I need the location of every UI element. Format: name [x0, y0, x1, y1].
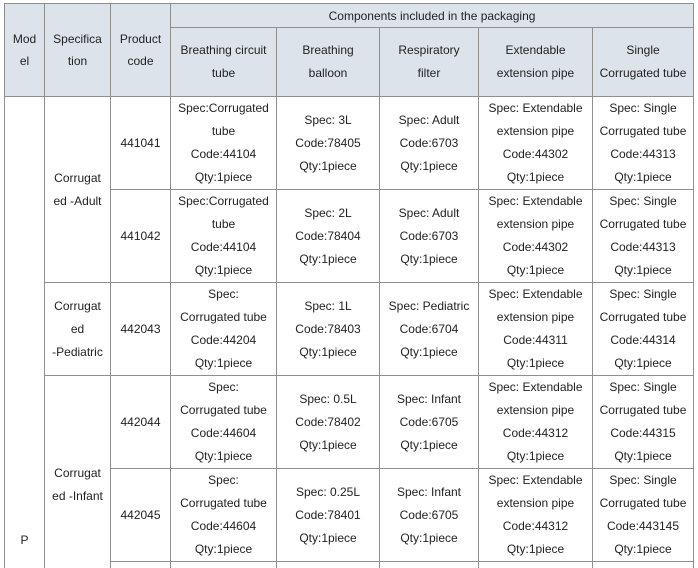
header-specification: Specifica tion [45, 4, 111, 97]
component-cell: Spec: 2L Code:78404 Qty:1piece [277, 190, 380, 283]
component-cell: Spec: Extendable extension pipe Code:44312 Qty:1piece [479, 376, 593, 469]
component-cell: Spec: Corrugated tube Code:44604 Qty:1piece [171, 376, 277, 469]
header-product-code: Product code [111, 4, 171, 97]
header-breathing-balloon: Breathing balloon [277, 28, 380, 97]
component-cell [171, 562, 277, 568]
component-cell: Spec: Adult Code:6703 Qty:1piece [380, 97, 479, 190]
product-code-cell: 442044 [111, 376, 171, 469]
product-code-cell: 442043 [111, 283, 171, 376]
table-row [5, 283, 694, 376]
header-breathing-circuit-tube: Breathing circuit tube [171, 28, 277, 97]
product-code-cell: 442045 [111, 469, 171, 562]
component-cell: Spec: Extendable extension pipe Code:44302 Qty:1piece [479, 97, 593, 190]
component-cell: Spec: Infant Code:6705 Qty:1piece [380, 376, 479, 469]
component-cell: Spec: Extendable extension pipe Code:44302 Qty:1piece [479, 190, 593, 283]
document-area [4, 3, 698, 568]
component-cell: Spec: Single Corrugated tube Code:44313 Qty:1piece [593, 190, 694, 283]
table-row [5, 97, 694, 190]
component-cell: Spec: Single Corrugated tube Code:443145 Qty:1piece [593, 469, 694, 562]
component-cell: Spec: 0.5L Code:78402 Qty:1piece [277, 376, 380, 469]
component-cell: Spec: Single Corrugated tube Code:44314 Qty:1piece [593, 283, 694, 376]
component-cell: Spec: Pediatric Code:6704 Qty:1piece [380, 283, 479, 376]
component-cell: Spec: 3L Code:78405 Qty:1piece [277, 97, 380, 190]
component-cell: Spec: Infant Code:6705 Qty:1piece [380, 469, 479, 562]
header-extendable-extension-pipe: Extendable extension pipe [479, 28, 593, 97]
component-cell: Spec:Corrugated tube Code:44104 Qty:1piece [171, 190, 277, 283]
component-cell: Spec:Corrugated tube Code:44104 Qty:1piece [171, 97, 277, 190]
packaging-components-table [4, 3, 694, 568]
model-cell: P [5, 97, 45, 568]
component-cell [277, 562, 380, 568]
spec-cell-infant: Corrugat ed -Infant [45, 376, 111, 568]
component-cell: Spec: Single Corrugated tube Code:44313 Qty:1piece [593, 97, 694, 190]
component-cell: Spec: Single Corrugated tube Code:44315 Qty:1piece [593, 376, 694, 469]
header-single-corrugated-tube: Single Corrugated tube [593, 28, 694, 97]
product-code-cell: 441041 [111, 97, 171, 190]
product-code-cell: 441042 [111, 190, 171, 283]
component-cell: Spec: Extendable extension pipe Code:44312 Qty:1piece [479, 469, 593, 562]
component-cell [479, 562, 593, 568]
header-row-1 [5, 4, 694, 28]
component-cell [380, 562, 479, 568]
component-cell: Spec: 0.25L Code:78401 Qty:1piece [277, 469, 380, 562]
component-cell: Spec: Corrugated tube Code:44604 Qty:1piece [171, 469, 277, 562]
spec-cell-pediatric: Corrugat ed -Pediatric [45, 283, 111, 376]
component-cell: Spec: Adult Code:6703 Qty:1piece [380, 190, 479, 283]
header-respiratory-filter: Respiratory filter [380, 28, 479, 97]
header-components-group: Components included in the packaging [171, 4, 694, 28]
product-code-cell [111, 562, 171, 568]
table-row [5, 376, 694, 469]
component-cell: Spec: 1L Code:78403 Qty:1piece [277, 283, 380, 376]
spec-cell-adult: Corrugat ed -Adult [45, 97, 111, 283]
component-cell [593, 562, 694, 568]
header-model: Mod el [5, 4, 45, 97]
component-cell: Spec: Extendable extension pipe Code:44311 Qty:1piece [479, 283, 593, 376]
component-cell: Spec: Corrugated tube Code:44204 Qty:1piece [171, 283, 277, 376]
